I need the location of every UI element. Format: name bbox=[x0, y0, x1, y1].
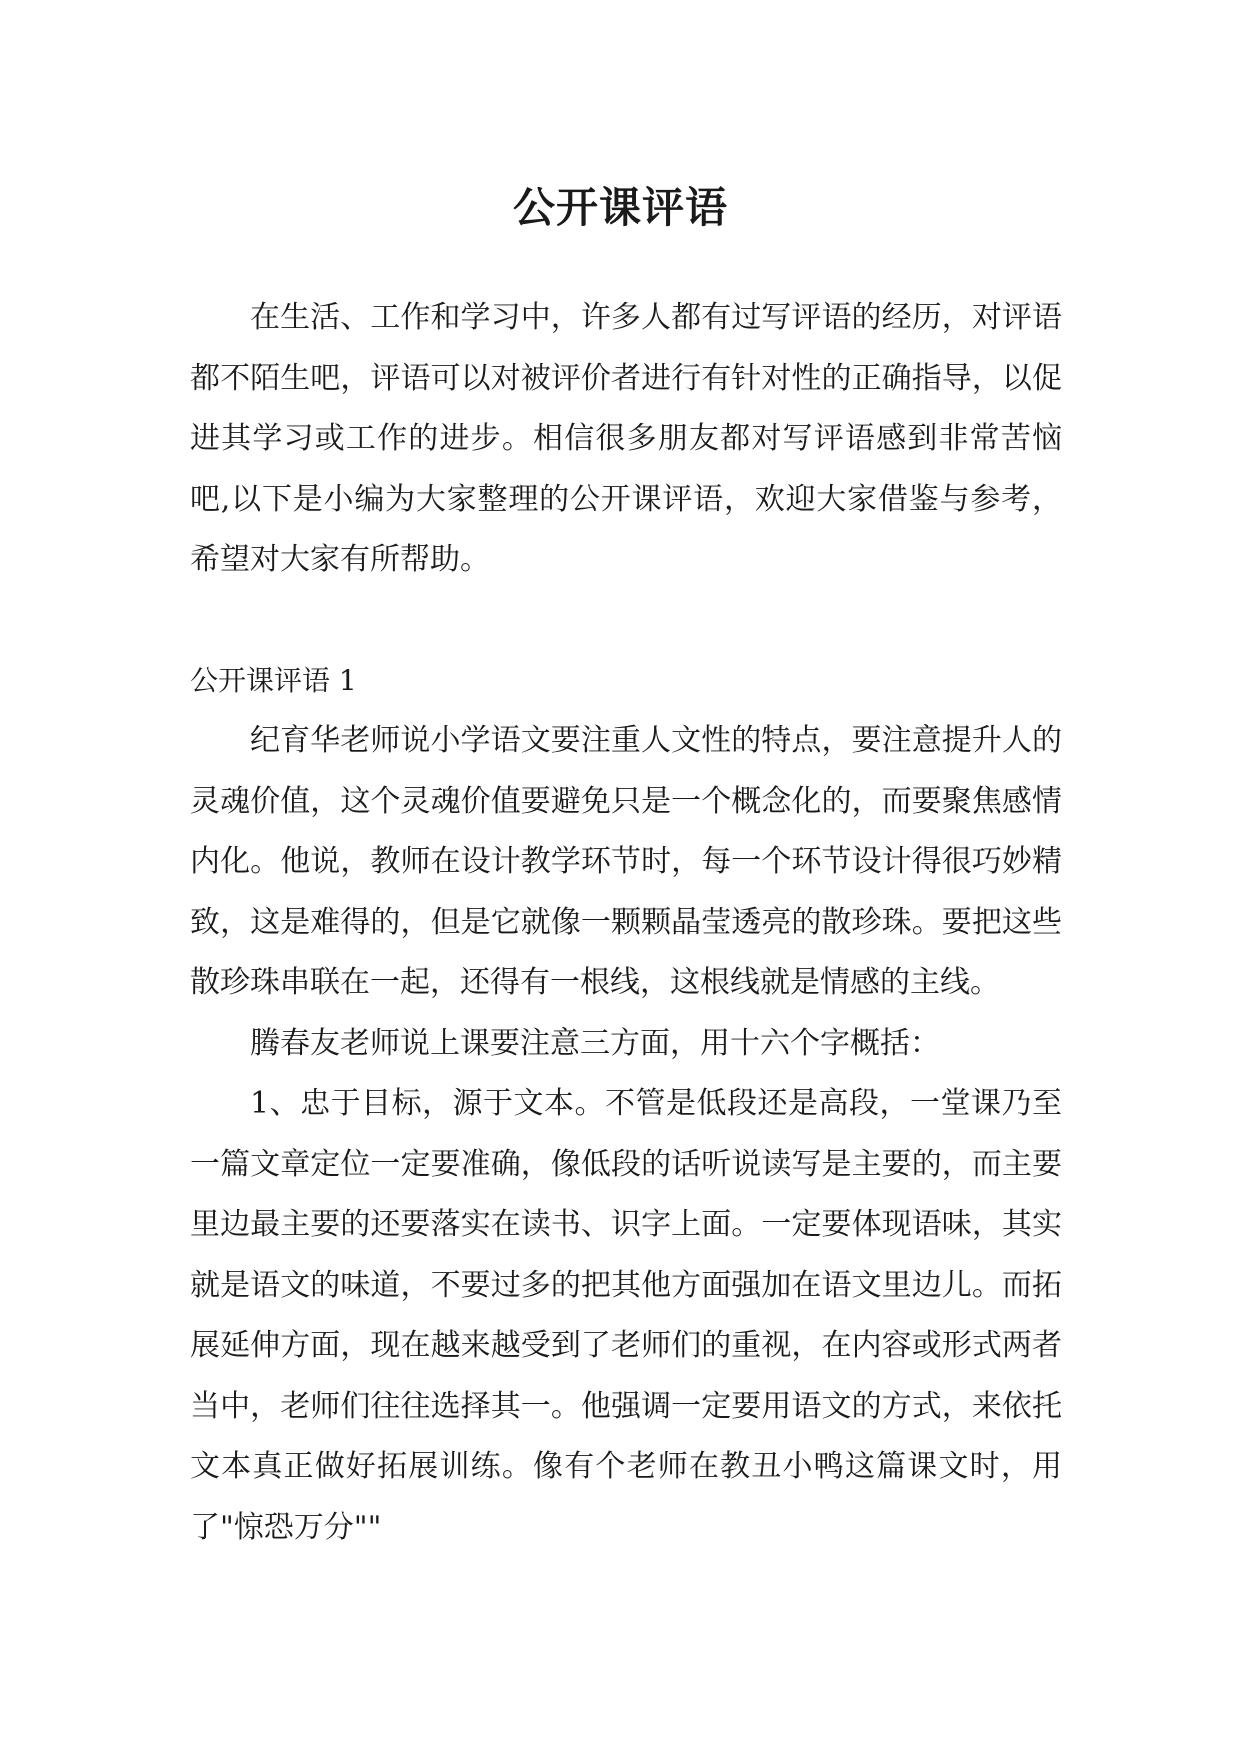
document-body bbox=[190, 288, 1062, 1558]
body-paragraph: 纪育华老师说小学语文要注重人文性的特点，要注意提升人的灵魂价值，这个灵魂价值要避免只是一个概念化的，而要聚焦感情内化。他说，教师在设计教学环节时，每一个环节设计得很巧妙精致，这是难得的，但是它就像一颗颗晶莹透亮的散珍珠。要把这些散珍珠串联在一起，还得有一根线，这根线就是情感的主线。 bbox=[190, 723, 1062, 1000]
body-paragraph: 1、忠于目标，源于文本。不管是低段还是高段，一堂课乃至一篇文章定位一定要准确，像低段的话听说读写是主要的，而主要里边最主要的还要落实在读书、识字上面。一定要体现语味，其实就是语文的味道，不要过多的把其他方面强加在语文里边儿。而拓展延伸方面，现在越来越受到了老师们的重视，在内容或形式两者当中，老师们往往选择其一。他强调一定要用语文的方式，来依托文本真正做好拓展训练。像有个老师在教丑小鸭这篇课文时，用了"惊恐万分"" bbox=[190, 1086, 1062, 1545]
body-paragraph: 腾春友老师说上课要注意三方面，用十六个字概括： bbox=[250, 1025, 940, 1061]
section-heading: 公开课评语 1 bbox=[190, 663, 357, 697]
intro-paragraph: 在生活、工作和学习中，许多人都有过写评语的经历，对评语都不陌生吧，评语可以对被评价者进行有针对性的正确指导，以促进其学习或工作的进步。相信很多朋友都对写评语感到非常苦恼吧,以下是小编为大家整理的公开课评语，欢迎大家借鉴与参考，希望对大家有所帮助。 bbox=[190, 300, 1062, 577]
document-title: 公开课评语 bbox=[512, 183, 728, 233]
